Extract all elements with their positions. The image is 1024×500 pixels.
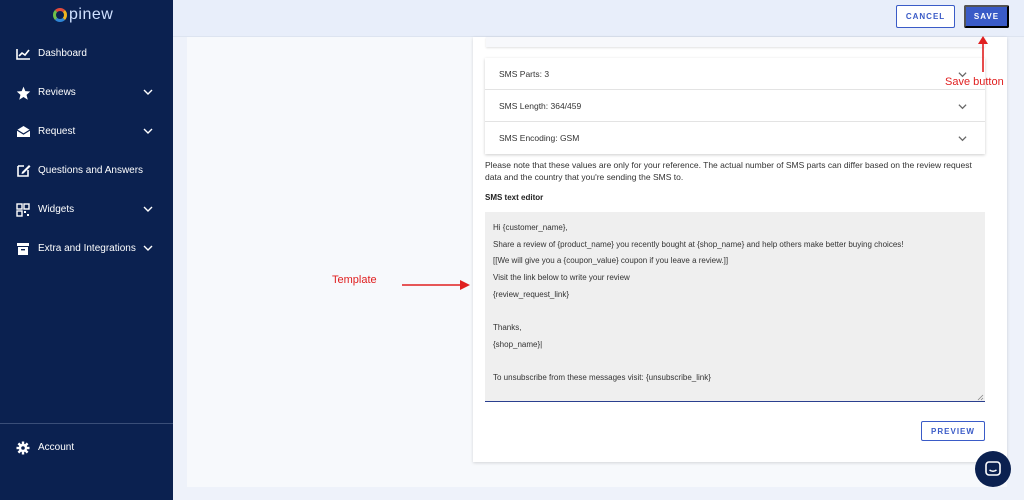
sms-encoding-label: SMS Encoding: GSM: [499, 133, 580, 143]
sidebar-item-reviews[interactable]: [0, 73, 173, 112]
sidebar-item-label: Reviews: [38, 87, 76, 98]
sidebar-item-questions-and-answers[interactable]: [0, 151, 173, 190]
save-annotation-arrow: [975, 34, 991, 74]
sidebar-nav: [0, 34, 173, 268]
sidebar-item-extra-and-integrations[interactable]: [0, 229, 173, 268]
sms-info-accordion: [485, 58, 985, 154]
sidebar-item-dashboard[interactable]: [0, 34, 173, 73]
sidebar-divider: [0, 423, 173, 424]
envelope-icon: [15, 124, 31, 140]
star-icon: [15, 85, 31, 101]
edit-icon: [15, 163, 31, 179]
sidebar-item-widgets[interactable]: [0, 190, 173, 229]
resize-grip-icon[interactable]: [977, 394, 984, 401]
sms-parts-note: Please note that these values are only for your reference. The actual number of SMS parts can differ based on the review request data and the country that you're sending the SMS to.: [485, 160, 972, 182]
sidebar-item-request[interactable]: [0, 112, 173, 151]
sms-parts-label: SMS Parts: 3: [499, 68, 550, 79]
gear-icon: [15, 440, 31, 456]
sidebar-item-label: Extra and Integrations: [38, 243, 136, 254]
sidebar: [0, 0, 173, 500]
chevron-down-icon: [143, 126, 153, 136]
chevron-down-icon: [143, 87, 153, 97]
account-label: Account: [38, 442, 75, 453]
save-annotation-label: Save button: [945, 76, 1004, 88]
sms-parts-row[interactable]: [485, 58, 985, 90]
chevron-down-icon: [143, 204, 153, 214]
chat-launcher-button[interactable]: [975, 451, 1011, 487]
chevron-down-icon: [143, 243, 153, 253]
chevron-down-icon: [958, 102, 967, 111]
chevron-down-icon: [958, 134, 967, 143]
template-annotation-arrow: [400, 278, 472, 292]
sms-text-editor[interactable]: Hi {customer_name}, Share a review of {product_name} you recently bought at {shop_name} and help others make better buying choices! [[We will give you a {coupon_value} coupon if you leave a review.]] Visit the link below to write your review {review_request_link} Thanks, {shop_name}| To unsubscribe from these messages visit: {unsubscribe_link}: [485, 212, 985, 402]
logo-text: pinew: [69, 6, 114, 23]
cancel-button[interactable]: CANCEL: [896, 5, 955, 28]
chart-icon: [15, 46, 31, 62]
preview-button[interactable]: PREVIEW: [921, 421, 985, 441]
archive-icon: [15, 241, 31, 257]
sidebar-item-label: Widgets: [38, 204, 75, 215]
sms-text-editor-label: SMS text editor: [485, 193, 544, 202]
qr-icon: [15, 202, 31, 218]
sidebar-item-label: Dashboard: [38, 48, 87, 59]
sidebar-item-account[interactable]: [0, 428, 173, 467]
sidebar-item-label: Questions and Answers: [38, 165, 144, 176]
sidebar-item-label: Request: [38, 126, 76, 137]
save-button[interactable]: SAVE: [964, 5, 1009, 28]
sms-encoding-row[interactable]: [485, 122, 985, 154]
chat-icon: [984, 460, 1002, 478]
sms-length-row[interactable]: [485, 90, 985, 122]
sms-length-label: SMS Length: 364/459: [499, 100, 582, 111]
template-annotation-label: Template: [332, 274, 377, 286]
logo-mark-icon: [53, 8, 67, 22]
previous-section-strip: [486, 37, 985, 47]
logo[interactable]: [53, 4, 113, 26]
